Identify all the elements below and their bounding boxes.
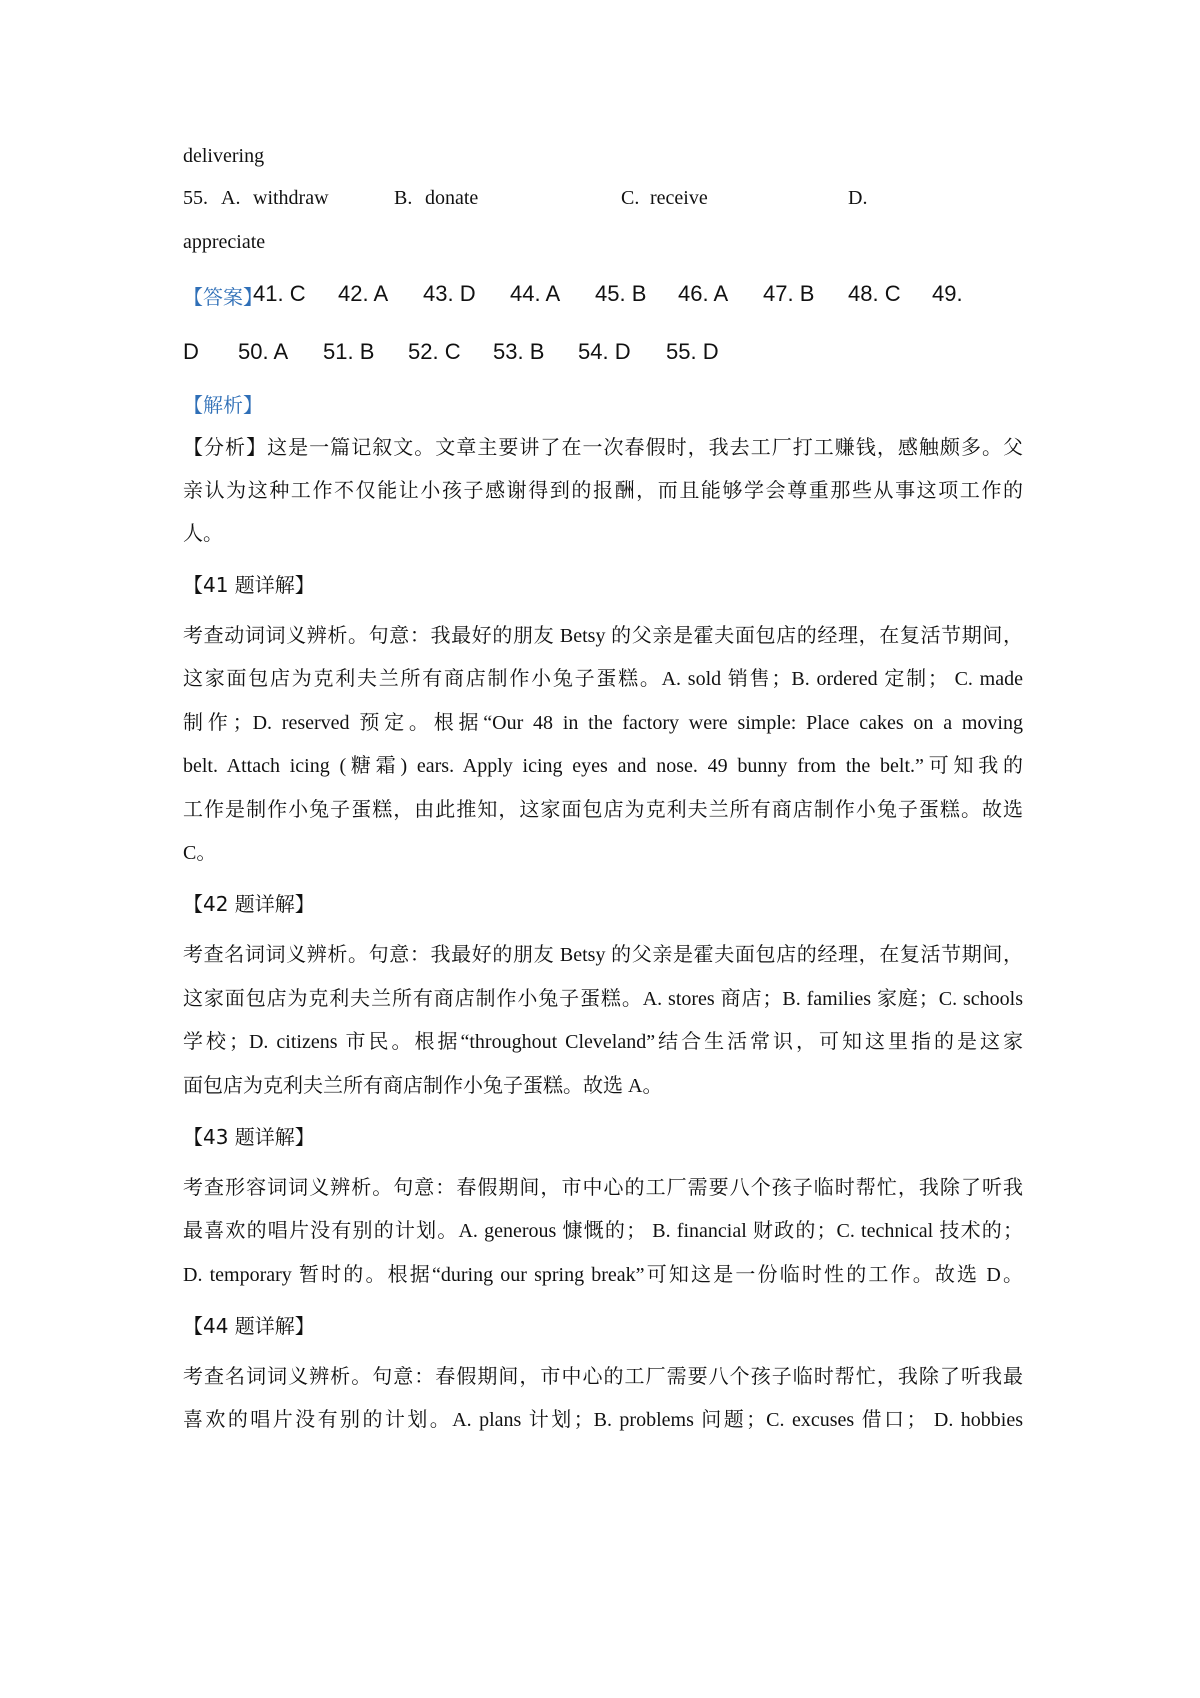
q44-line: 考查名词词义辨析。句意：春假期间，市中心的工厂需要八个孩子临时帮忙，我除了听我最	[183, 1366, 1023, 1388]
q41-line: 制作；D. reserved 预定。根据“Our 48 in the factory were simple: Place cakes on a moving	[183, 712, 1023, 734]
q42-title: 【42 题详解】	[183, 892, 315, 916]
q42-line: 考查名词词义辨析。句意：我最好的朋友 Betsy 的父亲是霍夫面包店的经理，在复活节期间，	[183, 944, 1023, 966]
q41-line: C。	[183, 842, 217, 864]
answer-item: 54. D	[578, 339, 631, 364]
answer-item: 53. B	[493, 339, 545, 364]
q55-option-a: withdraw	[253, 187, 329, 209]
analysis-line: 亲认为这种工作不仅能让小孩子感谢得到的报酬，而且能够学会尊重那些从事这项工作的	[183, 480, 1023, 502]
q42-line: 学校；D. citizens 市民。根据“throughout Cleveland”结合生活常识，可知这里指的是这家	[183, 1031, 1023, 1053]
answer-item: 44. A	[510, 281, 561, 306]
q44-line: 喜欢的唱片没有别的计划。A. plans 计划；B. problems 问题；C. excuses 借口； D. hobbies	[183, 1409, 1023, 1431]
q41-title: 【41 题详解】	[183, 573, 315, 597]
q55-option-b: donate	[425, 187, 479, 209]
q41-line: belt. Attach icing (糖霜) ears. Apply icing eyes and nose. 49 bunny from the belt.”可知我的	[183, 755, 1023, 777]
q41-line: 工作是制作小兔子蛋糕，由此推知，这家面包店为克利夫兰所有商店制作小兔子蛋糕。故选	[183, 799, 1023, 821]
q55-option-b-letter: B.	[394, 187, 413, 209]
q54-option-tail: delivering	[183, 145, 265, 167]
analysis-line: 人。	[183, 523, 223, 545]
q41-line: 考查动词词义辨析。句意：我最好的朋友 Betsy 的父亲是霍夫面包店的经理，在复活节期间，	[183, 625, 1023, 647]
answer-item: 46. A	[678, 281, 729, 306]
q43-title: 【43 题详解】	[183, 1125, 315, 1149]
answer-item: 51. B	[323, 339, 375, 364]
answer-item: 55. D	[666, 339, 719, 364]
q42-line: 这家面包店为克利夫兰所有商店制作小兔子蛋糕。A. stores 商店；B. families 家庭；C. schools	[183, 988, 1023, 1010]
answer-item: 43. D	[423, 281, 476, 306]
answer-item: 50. A	[238, 339, 289, 364]
q55-number: 55.	[183, 187, 208, 209]
q44-title: 【44 题详解】	[183, 1314, 315, 1338]
q55-option-a-letter: A.	[221, 187, 241, 209]
q43-line: D. temporary 暂时的。根据“during our spring break”可知这是一份临时性的工作。故选 D。	[183, 1264, 1023, 1286]
q43-line: 考查形容词词义辨析。句意：春假期间，市中心的工厂需要八个孩子临时帮忙，我除了听我	[183, 1177, 1023, 1199]
answer-label: 【答案】	[183, 285, 263, 309]
q55-option-d-letter: D.	[848, 187, 868, 209]
answer-item: 47. B	[763, 281, 815, 306]
answer-item: D	[183, 339, 199, 364]
answer-item: 49.	[932, 281, 963, 306]
answer-item: 41. C	[253, 281, 306, 306]
q55-option-c-letter: C.	[621, 187, 640, 209]
analysis-line: 【分析】这是一篇记叙文。文章主要讲了在一次春假时，我去工厂打工赚钱，感触颇多。父	[183, 437, 1023, 459]
analysis-label: 【解析】	[183, 393, 263, 417]
answer-item: 45. B	[595, 281, 647, 306]
answer-item: 52. C	[408, 339, 461, 364]
q41-line: 这家面包店为克利夫兰所有商店制作小兔子蛋糕。A. sold 销售；B. ordered 定制； C. made	[183, 668, 1023, 690]
q55-option-d: appreciate	[183, 231, 266, 253]
q43-line: 最喜欢的唱片没有别的计划。A. generous 慷慨的； B. financial 财政的；C. technical 技术的；	[183, 1220, 1023, 1242]
q42-line: 面包店为克利夫兰所有商店制作小兔子蛋糕。故选 A。	[183, 1075, 663, 1097]
answer-item: 42. A	[338, 281, 389, 306]
answer-item: 48. C	[848, 281, 901, 306]
q55-option-c: receive	[650, 187, 708, 209]
